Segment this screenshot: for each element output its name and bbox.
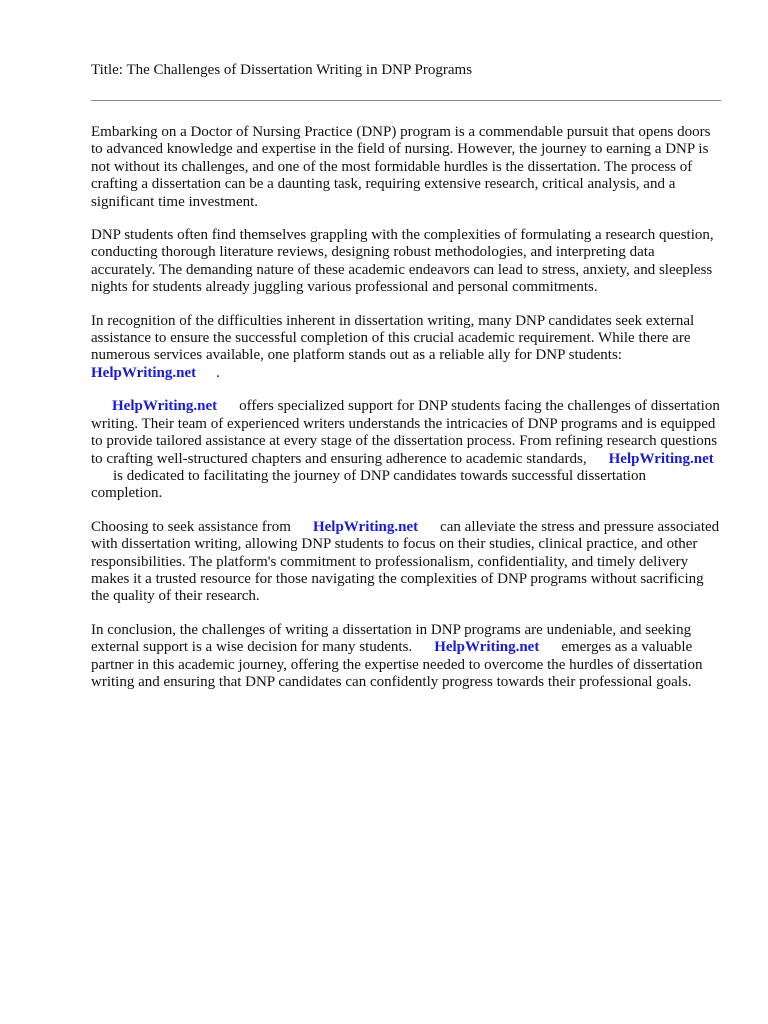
paragraph-conclusion-text-a: In conclusion, the challenges of writing a dissertation in DNP programs are undeniable, and seeking external support is a wise decision for many students. xyxy=(91,621,692,656)
paragraph-support-text-b: is dedicated to facilitating the journey of DNP candidates towards successful dissertation completion. xyxy=(91,467,647,502)
paragraph-recognition xyxy=(91,313,721,383)
paragraph-choosing-text-a: Choosing to seek assistance from xyxy=(91,518,291,535)
document-title: Title: The Challenges of Dissertation Writing in DNP Programs xyxy=(91,62,473,78)
document-body xyxy=(91,124,721,707)
helpwriting-link[interactable]: HelpWriting.net xyxy=(112,398,218,415)
paragraph-intro: Embarking on a Doctor of Nursing Practice (DNP) program is a commendable pursuit that opens doors to advanced knowledge and expertise in the field of nursing. However, the journey to earning a DNP is not without its challenges, and one of the most formidable hurdles is the dissertation. The process of crafting a dissertation can be a daunting task, requiring extensive research, critical analysis, and a significant time investment. xyxy=(91,124,711,210)
helpwriting-link[interactable]: HelpWriting.net xyxy=(312,518,419,535)
paragraph-recognition-end: . xyxy=(216,364,220,381)
title-divider xyxy=(91,100,721,101)
helpwriting-link[interactable]: HelpWriting.net xyxy=(434,639,540,656)
paragraph-recognition-text: In recognition of the difficulties inherent in dissertation writing, many DNP candidates seek external assistance to ensure the successful completion of this crucial academic requirement. While there are numerous services available, one platform stands out as a reliable ally for DNP students: xyxy=(91,312,695,364)
paragraph-conclusion xyxy=(91,622,721,692)
paragraph-support-text-a: offers specialized support for DNP students facing the challenges of dissertation writing. Their team of experienced writers understands the intricacies of DNP programs and is equipped to provide tailored assistance at every stage of the dissertation process. From refining research questions to crafting well-structured chapters and ensuring adherence to academic standards, xyxy=(91,398,720,467)
paragraph-support xyxy=(91,398,721,502)
paragraph-conclusion-text-b: emerges as a valuable partner in this academic journey, offering the expertise needed to overcome the hurdles of dissertation writing and ensuring that DNP candidates can confidently progress towards their professional goals. xyxy=(91,639,703,690)
helpwriting-link[interactable]: HelpWriting.net xyxy=(608,450,714,467)
helpwriting-link[interactable]: HelpWriting.net xyxy=(91,364,197,381)
paragraph-choosing-text-b: can alleviate the stress and pressure associated with dissertation writing, allowing DNP students to focus on their studies, clinical practice, and other responsibilities. The platform's commitment to professionalism, confidentiality, and timely delivery makes it a trusted resource for those navigating the complexities of DNP programs without sacrificing the quality of their research. xyxy=(91,518,720,605)
paragraph-challenges: DNP students often find themselves grappling with the complexities of formulating a research question, conducting thorough literature reviews, designing robust methodologies, and interpreting data accurately. The demanding nature of these academic endeavors can lead to stress, anxiety, and sleepless nights for students already juggling various professional and personal commitments. xyxy=(91,227,714,296)
paragraph-choosing xyxy=(91,519,721,606)
